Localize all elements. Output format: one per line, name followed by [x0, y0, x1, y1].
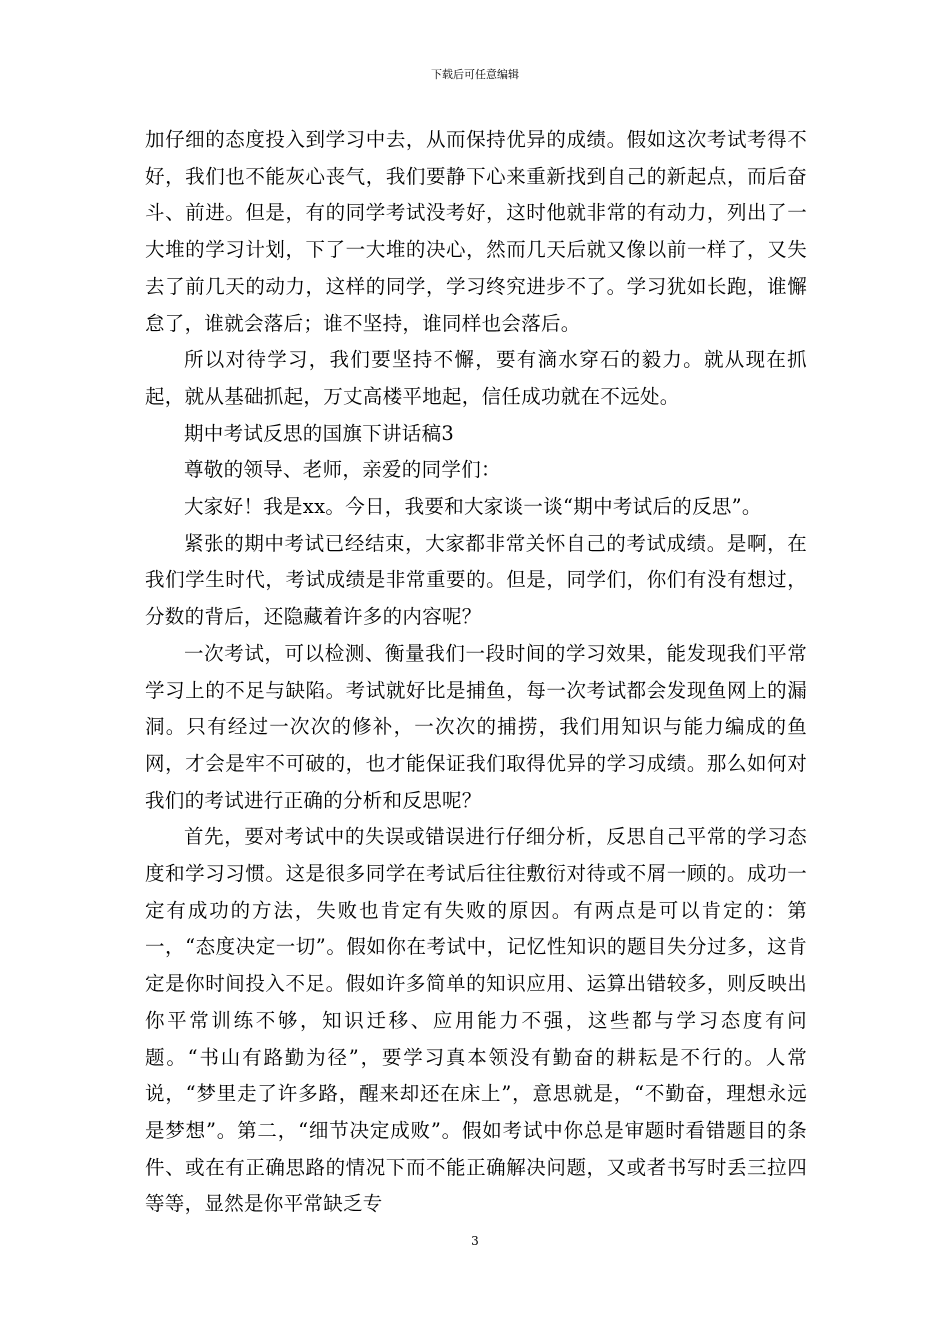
paragraph: 首先，要对考试中的失误或错误进行仔细分析，反思自己平常的学习态度和学习习惯。这是很多同学在考试后往往敷衍对待或不屑一顾的。成功一定有成功的方法，失败也肯定有失败的原因。有两点是可以肯定的：第一，“态度决定一切”。假如你在考试中，记忆性知识的题目失分过多，这肯定是你时间投入不足。假如许多简单的知识应用、运算出错较多，则反映出你平常训练不够，知识迁移、应用能力不强，这些都与学习态度有问题。“书山有路勤为径”，要学习真本领没有勤奋的耕耘是不行的。人常说，“梦里走了许多路，醒来却还在床上”，意思就是，“不勤奋，理想永远是梦想”。第二，“细节决定成败”。假如考试中你总是审题时看错题目的条件、或在有正确思路的情况下而不能正确解决问题，又或者书写时丢三拉四等等，显然是你平常缺乏专: [145, 825, 807, 1216]
section-title: 期中考试反思的国旗下讲话稿3: [184, 421, 455, 445]
page-number: 3: [471, 1234, 479, 1248]
salutation: 尊敬的领导、老师，亲爱的同学们：: [184, 458, 501, 482]
paragraph: 加仔细的态度投入到学习中去，从而保持优异的成绩。假如这次考试考得不好，我们也不能灰心丧气，我们要静下心来重新找到自己的新起点，而后奋斗、前进。但是，有的同学考试没考好，这时他就非常的有动力，列出了一大堆的学习计划，下了一大堆的决心，然而几天后就又像以前一样了，又失去了前几天的动力，这样的同学，学习终究进步不了。学习犹如长跑，谁懈怠了，谁就会落后；谁不坚持，谁同样也会落后。: [145, 128, 807, 335]
greeting: 大家好！我是xx。今日，我要和大家谈一谈“期中考试后的反思”。: [184, 495, 762, 519]
page-header: 下载后可任意编辑: [431, 68, 519, 81]
document-body: [145, 122, 807, 1223]
paragraph: 紧张的期中考试已经结束，大家都非常关怀自己的考试成绩。是啊，在我们学生时代，考试成绩是非常重要的。但是，同学们，你们有没有想过，分数的背后，还隐藏着许多的内容呢？: [145, 531, 807, 629]
paragraph: 一次考试，可以检测、衡量我们一段时间的学习效果，能发现我们平常学习上的不足与缺陷。考试就好比是捕鱼，每一次考试都会发现鱼网上的漏洞。只有经过一次次的修补，一次次的捕捞，我们用知识与能力编成的鱼网，才会是牢不可破的，也才能保证我们取得优异的学习成绩。那么如何对我们的考试进行正确的分析和反思呢？: [145, 641, 807, 812]
paragraph: 所以对待学习，我们要坚持不懈，要有滴水穿石的毅力。就从现在抓起，就从基础抓起，万丈高楼平地起，信任成功就在不远处。: [145, 348, 807, 408]
